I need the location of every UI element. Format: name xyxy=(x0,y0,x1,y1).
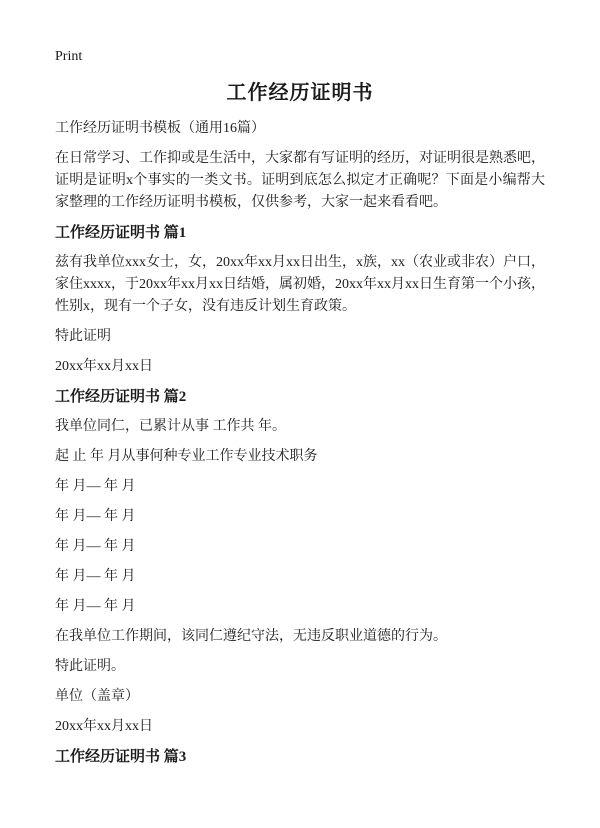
section-1-heading: 工作经历证明书 篇1 xyxy=(55,225,187,241)
section-3-heading: 工作经历证明书 篇3 xyxy=(55,749,187,765)
period-line: 年 月— 年 月 xyxy=(55,479,136,494)
section-2-paragraph: 起 止 年 月从事何种专业工作专业技术职务 xyxy=(55,449,318,464)
period-line: 年 月— 年 月 xyxy=(55,599,136,614)
date-line: 20xx年xx月xx日 xyxy=(55,719,153,734)
certify-line: 特此证明 xyxy=(55,329,111,344)
intro-paragraph: 在日常学习、工作抑或是生活中，大家都有写证明的经历，对证明很是熟悉吧，证明是证明x个事实的一类文书。证明到底怎么拟定才正确呢？下面是小编帮大家整理的工作经历证明书模板，仅供参考，大家一起来看看吧。 xyxy=(55,151,545,210)
section-2-heading: 工作经历证明书 篇2 xyxy=(55,389,187,405)
unit-seal-line: 单位（盖章） xyxy=(55,689,139,704)
section-2-paragraph: 在我单位工作期间，该同仁遵纪守法，无违反职业道德的行为。 xyxy=(55,629,447,644)
section-2-paragraph: 我单位同仁，已累计从事 工作共 年。 xyxy=(55,419,286,434)
print-link[interactable]: Print xyxy=(55,49,83,64)
page-title: 工作经历证明书 xyxy=(226,82,374,104)
certify-line: 特此证明。 xyxy=(55,659,125,674)
date-line: 20xx年xx月xx日 xyxy=(55,359,153,374)
period-line: 年 月— 年 月 xyxy=(55,539,136,554)
period-line: 年 月— 年 月 xyxy=(55,569,136,584)
section-1-paragraph: 兹有我单位xxx女士，女，20xx年xx月xx日出生，x族，xx（农业或非农）户口，家住xxxx，于20xx年xx月xx日结婚，属初婚，20xx年xx月xx日生育第一个小孩，性别x，现有一个子女，没有违反计划生育政策。 xyxy=(55,255,545,314)
subtitle: 工作经历证明书模板（通用16篇） xyxy=(55,121,265,136)
period-line: 年 月— 年 月 xyxy=(55,509,136,524)
